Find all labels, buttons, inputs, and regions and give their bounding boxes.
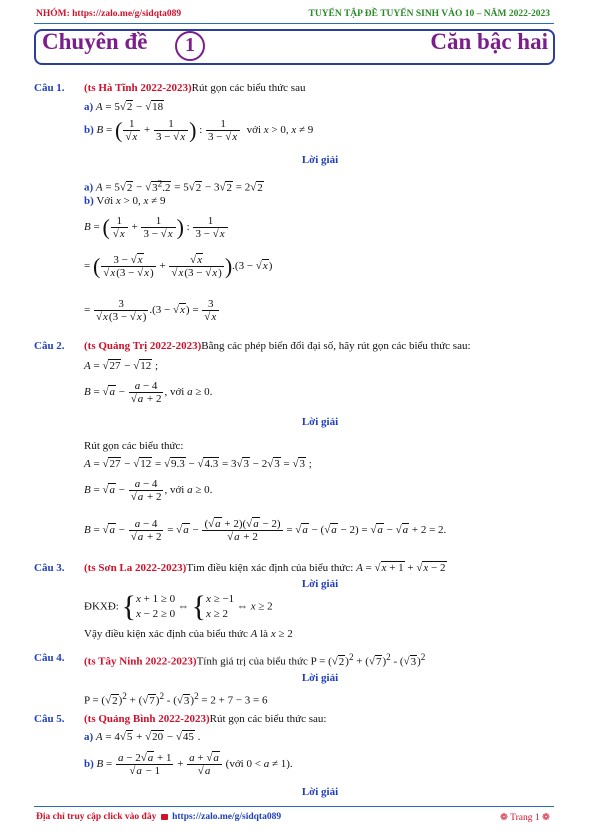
solution-heading: Lời giải [301,154,339,166]
question-label: Câu 5. [34,713,65,725]
question-label: Câu 2. [34,340,65,352]
question-2 [34,340,65,352]
q1-solution-b-step1: B = ( $\frac{1}{√x}$ + $\frac{1}{3 - √x}$ ) : $\frac{1}{3 - √x}$ [84,215,229,240]
question-4 [34,652,65,664]
question-3 [34,562,65,574]
question-text: Bằng các phép biến đổi đại số, hãy rút gọn các biểu thức sau: [201,340,471,352]
solution-heading: Lời giải [301,578,339,590]
question-label: Câu 3. [34,562,65,574]
solution-heading: Lời giải [301,672,339,684]
footer-access [36,812,281,822]
question-text: Tìm điều kiện xác định của biểu thức: [186,562,354,574]
link-icon [161,814,168,820]
header-collection-title: TUYỂN TẬP ĐỀ TUYỂN SINH VÀO 10 – NĂM 2022-2023 [308,9,550,19]
question-text: Rút gọn các biểu thức sau: [209,713,327,725]
header-group-link[interactable]: NHÓM: https://zalo.me/g/sidqta089 [36,9,182,19]
question-label: Câu 1. [34,82,65,94]
question-4-prompt: (ts Tây Ninh 2022-2023)Tính giá trị của biểu thức $P = (√2)^2 + (√7)^2 - (√3)^2$ [84,652,426,668]
solution-heading: Lời giải [301,786,339,798]
flower-icon: ❁ [542,813,550,823]
with-word: với [229,758,244,771]
q3-conclusion: Vậy điều kiện xác định của biểu thức A là x ≥ 2 [84,628,293,640]
with-word: với [169,484,185,497]
q2-expression-a: A = √27 − √12 ; [84,360,159,372]
question-1 [34,82,65,94]
q1-solution-b-step3: = $\frac{3}{√x(3 - √x)}$ .(3 − √x) = $\frac{3}{√x}$ [84,298,220,323]
q1-solution-b-step2: = ( $\frac{3 - √x}{√x(3 - √x)}$ + $\frac{√x}{√x(3 - √x)}$ ).(3 − √x) [84,253,273,279]
q5-part-b: b) B = $\frac{a - 2√a + 1}{√a - 1}$ + $\frac{a + √a}{√a}$ (với 0 < a ≠ 1). [84,752,293,777]
question-1-prompt [84,82,305,94]
flower-icon: ❁ [499,813,508,823]
is-word: là [260,628,269,640]
page-number: Trang 1 [510,813,540,823]
conclusion-text: Vậy điều kiện xác định của biểu thức [84,628,248,640]
question-3-prompt: (ts Sơn La 2022-2023)Tìm điều kiện xác định của biểu thức: A = √x + 1 + √x − 2 [84,562,446,574]
q4-solution: $P = (√2)^2 + (√7)^2 - (√3)^2 = 2 + 7 - 3 = 6$ [84,691,268,707]
question-5 [34,713,65,725]
q2-expression-b: B = √a − $\frac{a - 4}{√a + 2}$ , với a ≥ 0. [84,380,213,405]
dkxd-label: ĐKXĐ: [84,600,119,613]
question-5-prompt [84,713,326,725]
with-word: với [246,124,262,137]
q3-solution-system: ĐKXĐ: {x + 1 ≥ 0 x − 2 ≥ 0 ⇔ {x ≥ −1 x ≥ 2 ⇔ x ≥ 2 [84,590,273,623]
footer-divider [34,806,554,807]
question-2-prompt [84,340,471,352]
question-source: (ts Sơn La 2022-2023) [84,562,187,574]
chapter-label: Chuyên đề [42,29,148,54]
q1-solution-b-condition: b) Với x > 0, x ≠ 9 [84,195,166,207]
question-label: Câu 4. [34,652,65,664]
question-source: (ts Quảng Trị 2022-2023) [84,340,202,352]
footer-page [500,812,550,823]
with-word-capital: Với [96,195,114,207]
q1-solution-a: a) $A = 5√2 - √3^2.2 = 5√2 - 3√2 = 2√2$ [84,178,263,194]
chapter-title: Căn bậc hai [430,29,548,54]
q2-solution-intro: Rút gọn các biểu thức: [84,440,184,452]
question-text: Tính giá trị của biểu thức [196,655,308,668]
header-divider [34,23,554,24]
question-source: (ts Tây Ninh 2022-2023) [84,655,197,668]
question-source: (ts Hà Tĩnh 2022-2023) [84,82,192,94]
footer-access-text: Địa chỉ truy cập click vào đây [36,812,157,822]
with-word: với [169,386,185,399]
q1-part-b: b) B = ( $\frac{1}{√x}$ + $\frac{1}{3 - √x}$ ) : $\frac{1}{3 - √x}$ với x > 0, x ≠ 9 [84,117,314,143]
solution-heading: Lời giải [301,416,339,428]
footer-link[interactable]: https://zalo.me/g/sidqta089 [172,812,282,822]
question-source: (ts Quảng Bình 2022-2023) [84,713,210,725]
q1-part-a: a) A = 5√2 − √18 [84,101,164,113]
q5-part-a: a) A = 4√5 + √20 − √45 . [84,731,201,743]
q2-solution-b: B = √a − $\frac{a - 4}{√a + 2}$ = √a − $\frac{(√a + 2)(√a - 2)}{√a + 2}$ = √a − (√a − 2) = √a − √a + 2 = 2. [84,518,447,543]
chapter-number-badge: 1 [175,31,205,61]
q2-solution-a: A = √27 − √12 = √9.3 − √4.3 = 3√3 − 2√3 = √3 ; [84,458,312,470]
q2-solution-b-restate: B = √a − $\frac{a - 4}{√a + 2}$ , với a ≥ 0. [84,478,213,503]
question-text: Rút gọn các biểu thức sau [191,82,306,94]
